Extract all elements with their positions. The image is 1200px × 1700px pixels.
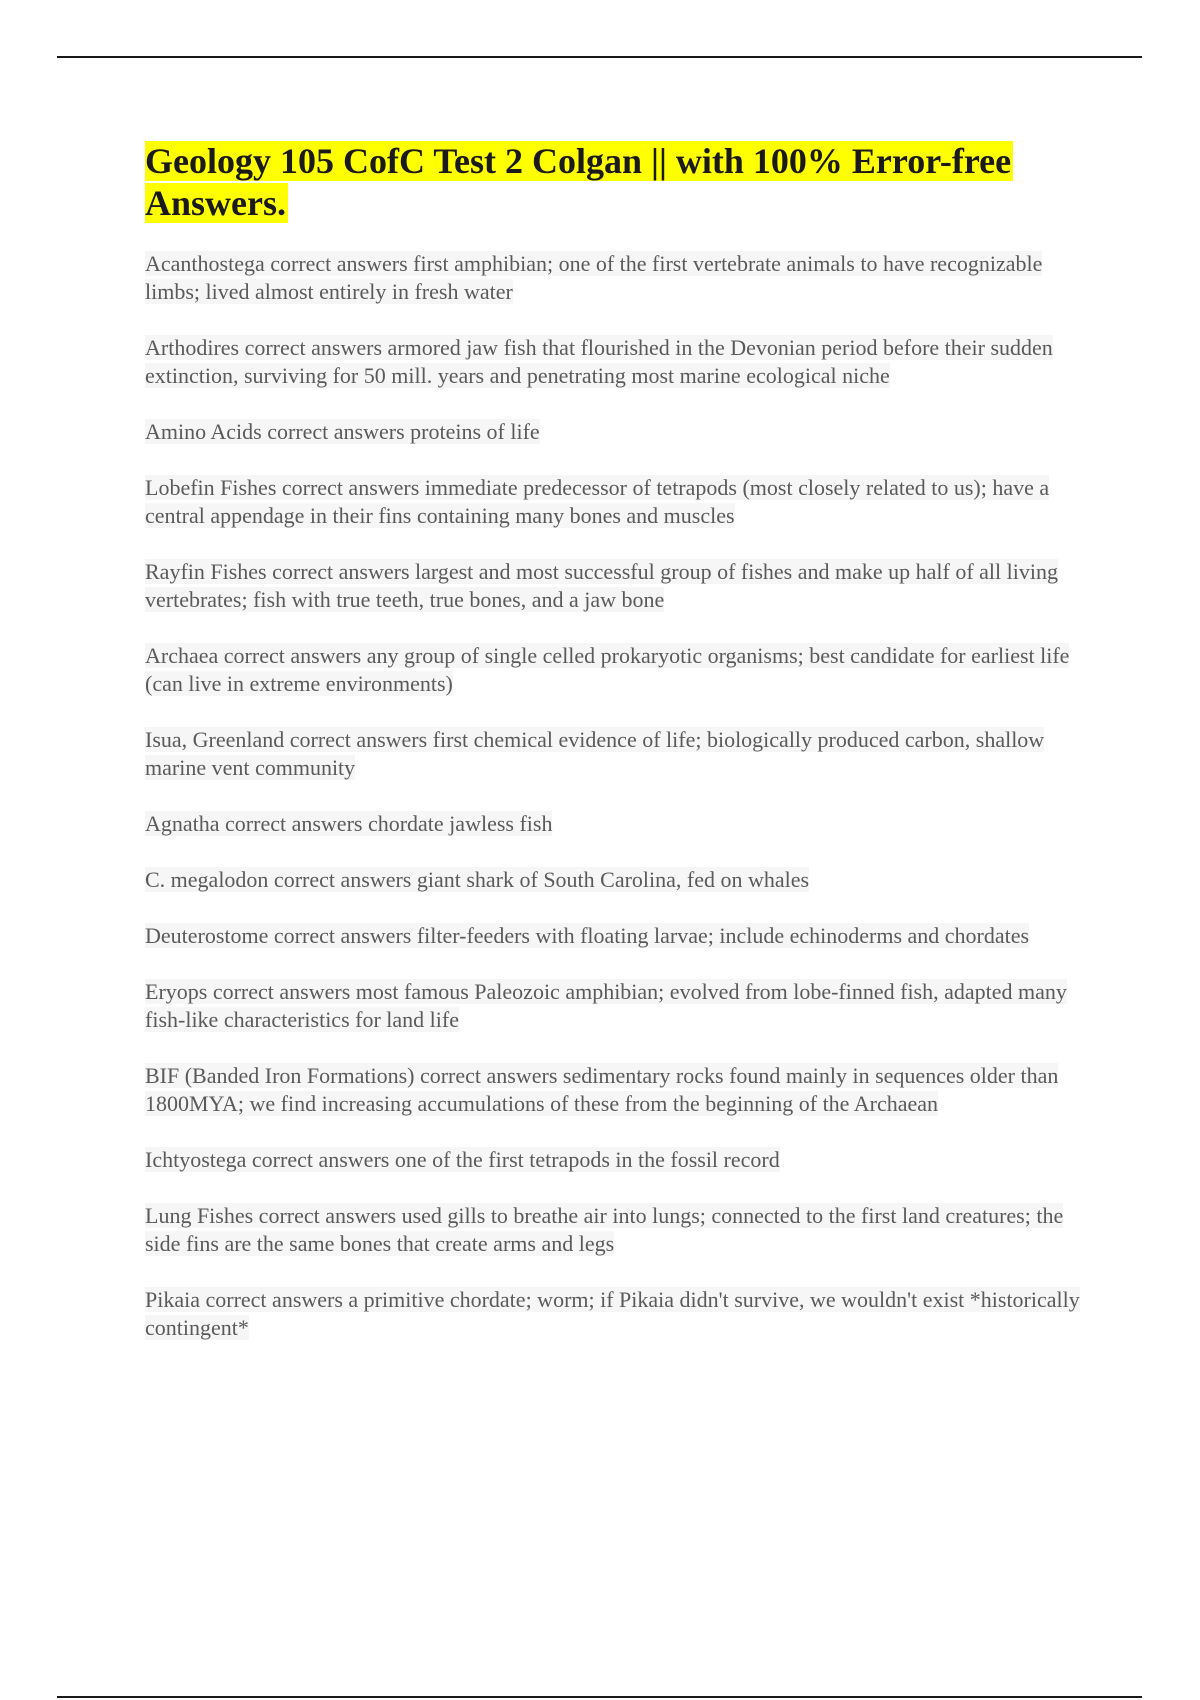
list-item	[145, 810, 1095, 838]
list-item	[145, 978, 1095, 1034]
list-item	[145, 1146, 1095, 1174]
list-item	[145, 474, 1095, 530]
document-title	[145, 140, 1045, 224]
entry-text: Amino Acids correct answers proteins of life	[145, 419, 540, 444]
list-item	[145, 642, 1095, 698]
list-item	[145, 250, 1095, 306]
entry-text: Arthodires correct answers armored jaw fish that flourished in the Devonian period before their sudden extinction, surviving for 50 mill. years and penetrating most marine ecological niche	[145, 335, 1053, 388]
list-item	[145, 922, 1095, 950]
entry-text: Deuterostome correct answers filter-feeders with floating larvae; include echinoderms and chordates	[145, 923, 1030, 948]
list-item	[145, 1202, 1095, 1258]
entry-text: Agnatha correct answers chordate jawless fish	[145, 811, 553, 836]
list-item	[145, 1062, 1095, 1118]
entry-text: Acanthostega correct answers first amphibian; one of the first vertebrate animals to have recognizable limbs; lived almost entirely in fresh water	[145, 251, 1043, 304]
entry-text: Lobefin Fishes correct answers immediate predecessor of tetrapods (most closely related to us); have a central appendage in their fins containing many bones and muscles	[145, 475, 1050, 528]
document-body	[145, 140, 1095, 1370]
list-item	[145, 558, 1095, 614]
entry-text: Archaea correct answers any group of single celled prokaryotic organisms; best candidate for earliest life (can live in extreme environments)	[145, 643, 1070, 696]
entry-text: C. megalodon correct answers giant shark of South Carolina, fed on whales	[145, 867, 810, 892]
list-item	[145, 334, 1095, 390]
entry-text: Eryops correct answers most famous Paleozoic amphibian; evolved from lobe-finned fish, adapted many fish-like characteristics for land life	[145, 979, 1067, 1032]
entry-text: Pikaia correct answers a primitive chordate; worm; if Pikaia didn't survive, we wouldn't exist *historically contingent*	[145, 1287, 1080, 1340]
list-item	[145, 1286, 1095, 1342]
header-rule	[57, 56, 1142, 58]
entry-text: Lung Fishes correct answers used gills to breathe air into lungs; connected to the first land creatures; the side fins are the same bones that create arms and legs	[145, 1203, 1064, 1256]
entry-text: Isua, Greenland correct answers first chemical evidence of life; biologically produced carbon, shallow marine vent community	[145, 727, 1045, 780]
document-title-text: Geology 105 CofC Test 2 Colgan || with 100% Error-free Answers.	[145, 141, 1012, 223]
entry-text: BIF (Banded Iron Formations) correct answers sedimentary rocks found mainly in sequences older than 1800MYA; we find increasing accumulations of these from the beginning of the Archaean	[145, 1063, 1059, 1116]
list-item	[145, 866, 1095, 894]
footer-rule	[57, 1696, 1142, 1698]
entry-text: Rayfin Fishes correct answers largest and most successful group of fishes and make up half of all living vertebrates; fish with true teeth, true bones, and a jaw bone	[145, 559, 1058, 612]
list-item	[145, 418, 1095, 446]
list-item	[145, 726, 1095, 782]
entry-text: Ichtyostega correct answers one of the first tetrapods in the fossil record	[145, 1147, 780, 1172]
flashcard-list	[145, 250, 1095, 1342]
